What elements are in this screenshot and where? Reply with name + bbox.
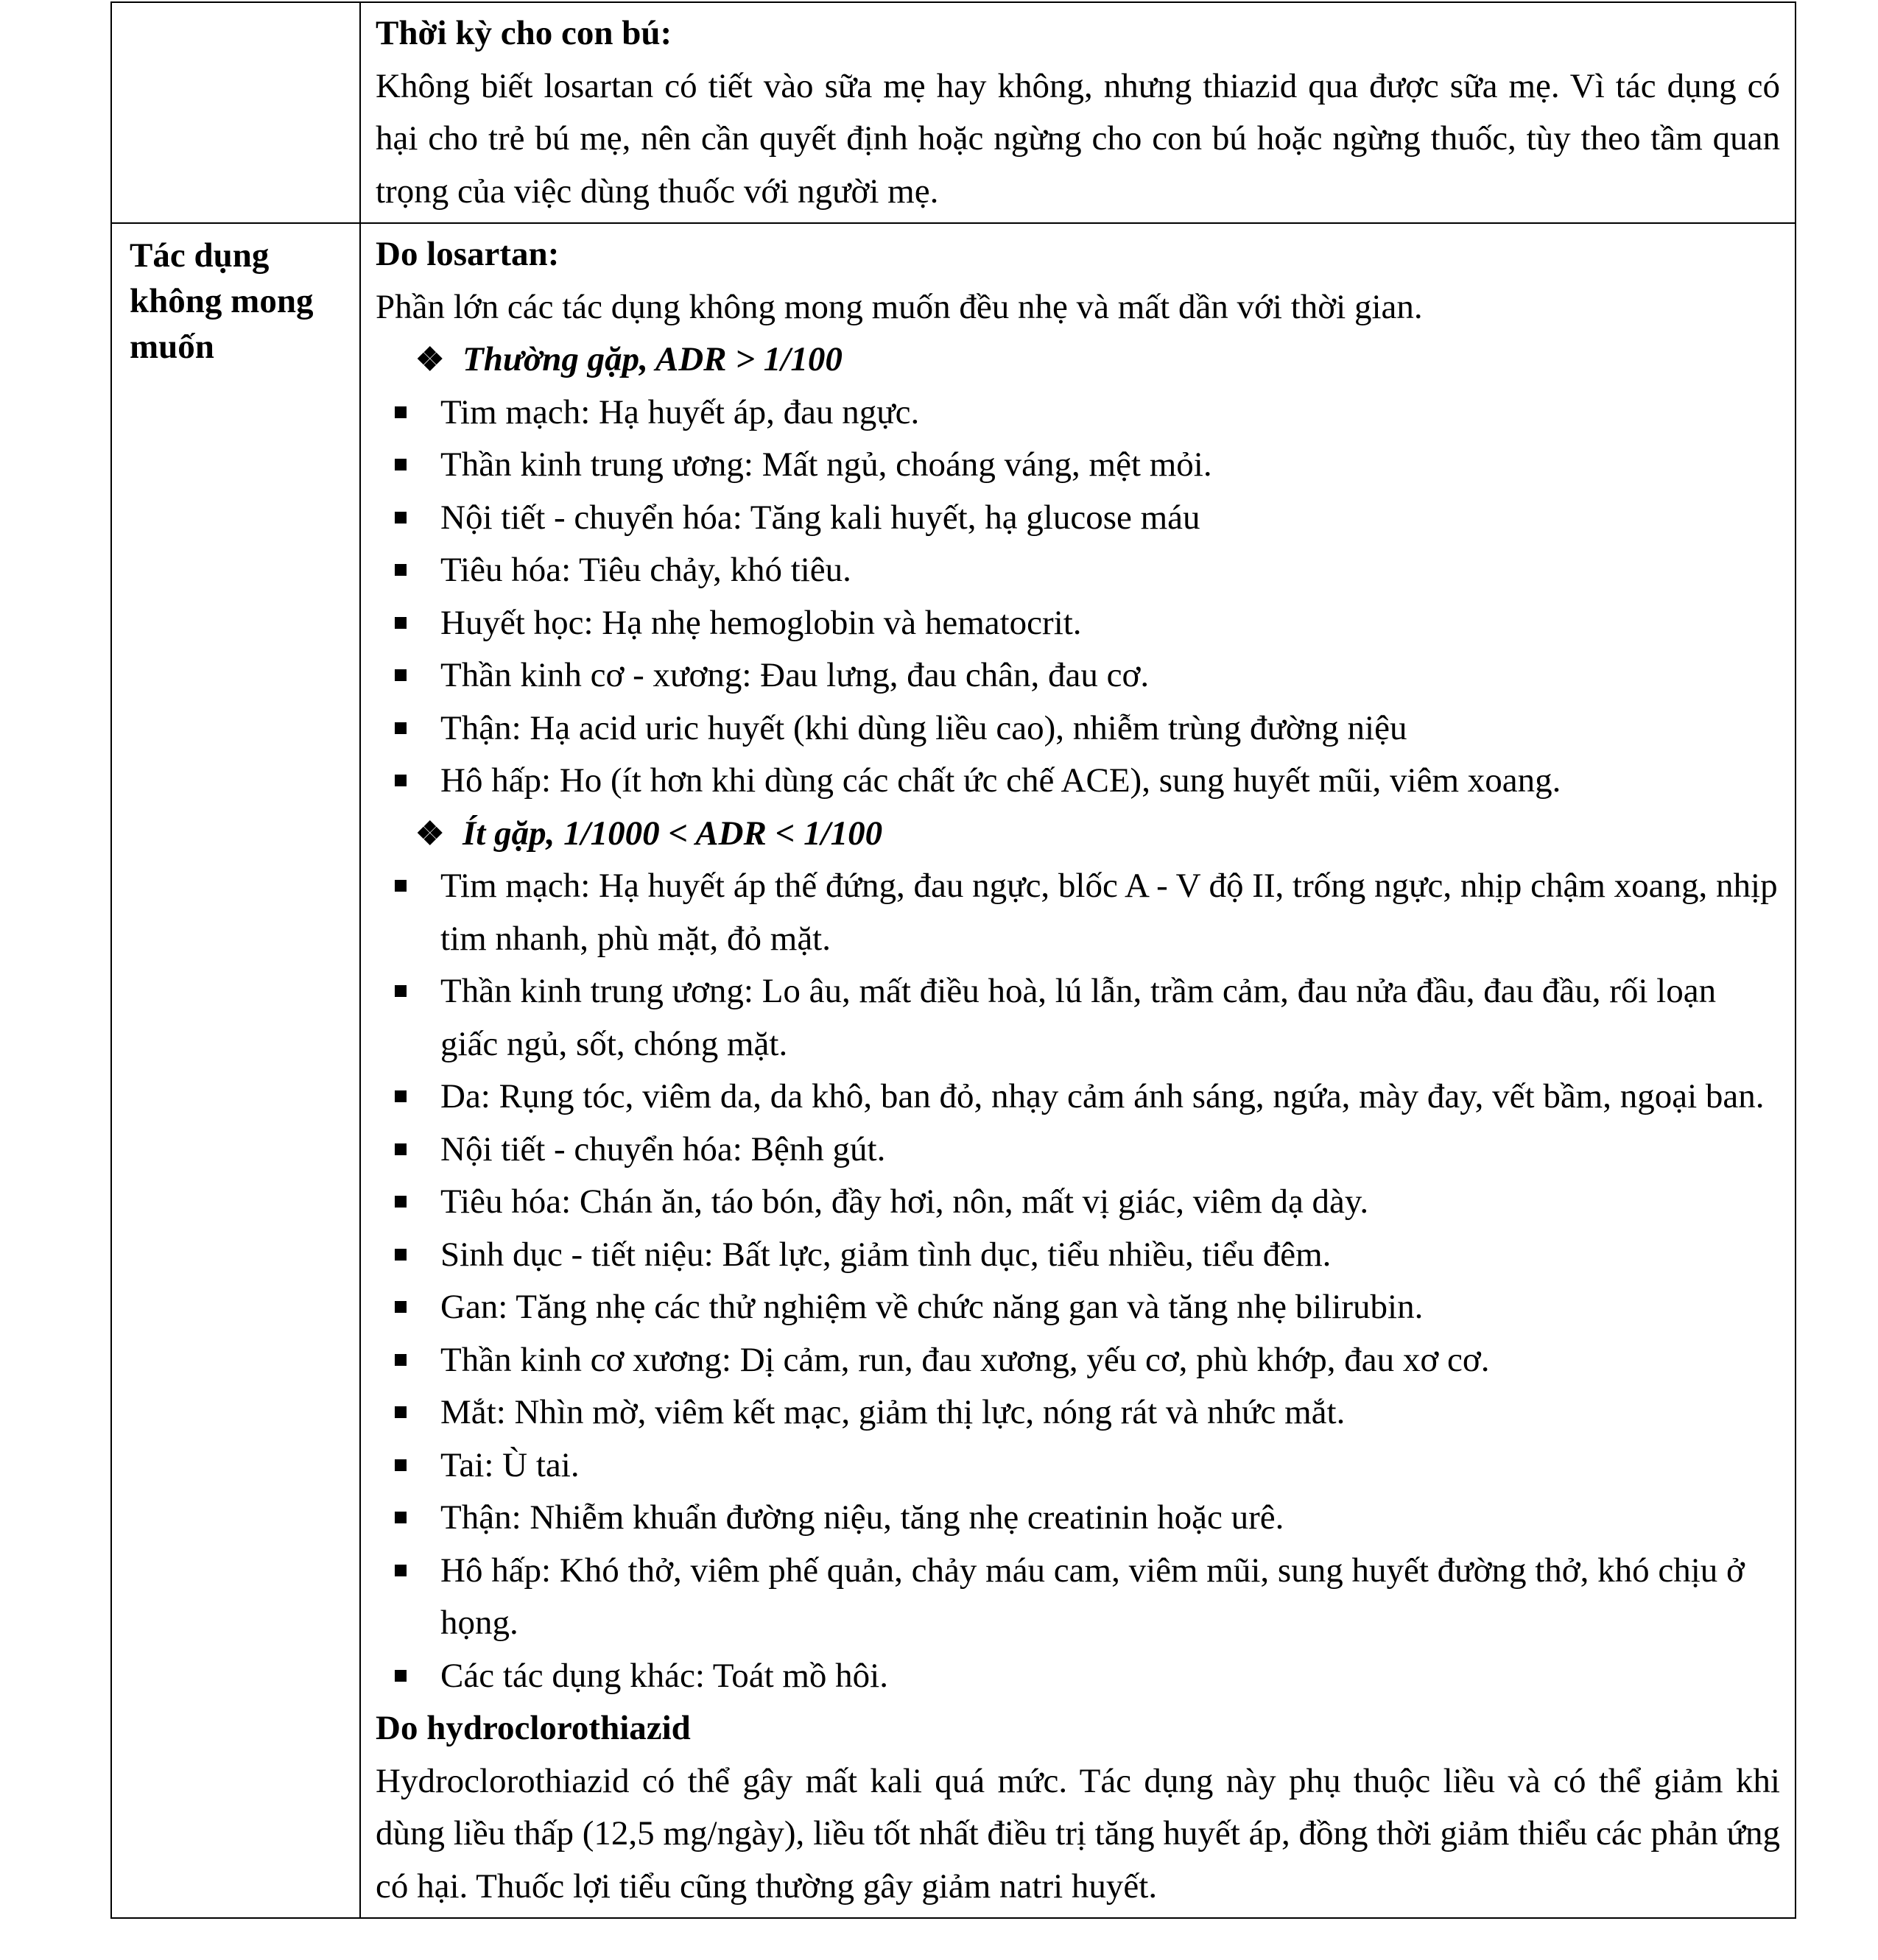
hydroclorothiazid-text: Hydroclorothiazid có thể gây mất kali quá mức. Tác dụng này phụ thuộc liều và có thể giảm khi dùng liều thấp (12,5 mg/ngày), liều tốt nhất điều trị tăng huyết áp, đồng thời giảm thiểu các phản ứng có hại. Thuốc lợi tiểu cũng thường gây giảm natri huyết. — [376, 1761, 1780, 1906]
list-item-text: Tiêu hóa: Chán ăn, táo bón, đầy hơi, nôn, mất vị giác, viêm dạ dày. — [440, 1182, 1369, 1221]
square-bullet-icon — [395, 1512, 407, 1523]
breastfeeding-text: Không biết losartan có tiết vào sữa mẹ hay không, nhưng thiazid qua được sữa mẹ. Vì tác dụng có hại cho trẻ bú mẹ, nên cần quyết định hoặc ngừng cho con bú hoặc ngừng thuốc, tùy theo tầm quan trọng của việc dùng thuốc với người mẹ. — [376, 66, 1780, 211]
losartan-intro: Phần lớn các tác dụng không mong muốn đều nhẹ và mất dần với thời gian. — [376, 287, 1423, 326]
list-item-text: Hô hấp: Khó thở, viêm phế quản, chảy máu cam, viêm mũi, sung huyết đường thở, khó chịu ở họng. — [440, 1551, 1745, 1642]
adverse-effects-cell — [360, 223, 1796, 1918]
list-item — [376, 860, 1780, 965]
list-item-text: Hô hấp: Ho (ít hơn khi dùng các chất ức chế ACE), sung huyết mũi, viêm xoang. — [440, 761, 1561, 800]
list-item-text: Thần kinh cơ - xương: Đau lưng, đau chân, đau cơ. — [440, 656, 1150, 694]
square-bullet-icon — [395, 1354, 407, 1366]
square-bullet-icon — [395, 512, 407, 524]
list-item — [376, 387, 1780, 440]
row-label-cell-empty — [111, 2, 360, 223]
list-item — [376, 1492, 1780, 1545]
list-item — [376, 649, 1780, 702]
list-item-text: Huyết học: Hạ nhẹ hemoglobin và hematocrit. — [440, 603, 1082, 642]
uncommon-effects-list — [376, 860, 1780, 1702]
square-bullet-icon — [395, 722, 407, 734]
hydroclorothiazid-heading: Do hydroclorothiazid — [376, 1709, 691, 1747]
common-effects-list — [376, 387, 1780, 808]
list-item — [376, 544, 1780, 597]
list-item — [376, 1124, 1780, 1177]
losartan-heading: Do losartan: — [376, 235, 560, 273]
list-item-text: Tim mạch: Hạ huyết áp, đau ngực. — [440, 392, 920, 431]
square-bullet-icon — [395, 880, 407, 892]
list-item-text: Nội tiết - chuyển hóa: Tăng kali huyết, hạ glucose máu — [440, 498, 1200, 537]
list-item — [376, 597, 1780, 650]
square-bullet-icon — [395, 459, 407, 470]
list-item — [376, 1281, 1780, 1334]
list-item-text: Thần kinh trung ương: Lo âu, mất điều hoà, lú lẫn, trầm cảm, đau nửa đầu, đau đầu, rối loạn giấc ngủ, sốt, chóng mặt. — [440, 972, 1717, 1063]
breastfeeding-cell — [360, 2, 1796, 223]
square-bullet-icon — [395, 1090, 407, 1102]
table-row — [111, 2, 1796, 223]
square-bullet-icon — [395, 669, 407, 681]
list-item — [376, 702, 1780, 755]
list-item — [376, 1545, 1780, 1650]
list-item-text: Da: Rụng tóc, viêm da, da khô, ban đỏ, nhạy cảm ánh sáng, ngứa, mày đay, vết bầm, ngoại ban. — [440, 1077, 1765, 1115]
square-bullet-icon — [395, 1143, 407, 1155]
breastfeeding-heading: Thời kỳ cho con bú: — [376, 14, 672, 52]
square-bullet-icon — [395, 564, 407, 576]
diamond-bullet-icon: ❖ — [415, 815, 445, 852]
list-item-text: Gan: Tăng nhẹ các thử nghiệm về chức năng gan và tăng nhẹ bilirubin. — [440, 1288, 1424, 1326]
list-item-text: Thần kinh cơ xương: Dị cảm, run, đau xương, yếu cơ, phù khớp, đau xơ cơ. — [440, 1340, 1490, 1379]
diamond-bullet-icon: ❖ — [415, 342, 445, 378]
list-item-text: Thần kinh trung ương: Mất ngủ, choáng váng, mệt mỏi. — [440, 445, 1212, 484]
list-item — [376, 1650, 1780, 1703]
square-bullet-icon — [395, 1196, 407, 1208]
square-bullet-icon — [395, 1565, 407, 1576]
list-item-text: Nội tiết - chuyển hóa: Bệnh gút. — [440, 1129, 886, 1168]
square-bullet-icon — [395, 1301, 407, 1313]
list-item-text: Các tác dụng khác: Toát mồ hôi. — [440, 1656, 888, 1695]
list-item — [376, 1439, 1780, 1492]
list-item-text: Mắt: Nhìn mờ, viêm kết mạc, giảm thị lực, nóng rát và nhức mắt. — [440, 1393, 1346, 1431]
square-bullet-icon — [395, 1670, 407, 1682]
list-item-text: Tiêu hóa: Tiêu chảy, khó tiêu. — [440, 551, 851, 589]
square-bullet-icon — [395, 1249, 407, 1261]
list-item — [376, 965, 1780, 1071]
square-bullet-icon — [395, 1459, 407, 1471]
square-bullet-icon — [395, 775, 407, 786]
document-table — [110, 1, 1796, 1919]
list-item — [376, 1229, 1780, 1282]
list-item-text: Thận: Hạ acid uric huyết (khi dùng liều cao), nhiễm trùng đường niệu — [440, 708, 1407, 747]
uncommon-subheading — [376, 808, 1780, 861]
common-subheading — [376, 334, 1780, 387]
table-row — [111, 223, 1796, 1918]
row-label-adverse-effects: Tác dụng không mong muốn — [130, 236, 314, 366]
list-item-text: Tim mạch: Hạ huyết áp thế đứng, đau ngực, blốc A - V độ II, trống ngực, nhịp chậm xoang, nhịp tim nhanh, phù mặt, đỏ mặt. — [440, 867, 1778, 958]
square-bullet-icon — [395, 985, 407, 997]
square-bullet-icon — [395, 406, 407, 418]
square-bullet-icon — [395, 617, 407, 629]
list-item-text: Thận: Nhiễm khuẩn đường niệu, tăng nhẹ creatinin hoặc urê. — [440, 1498, 1284, 1537]
list-item — [376, 755, 1780, 808]
list-item-text: Tai: Ù tai. — [440, 1445, 580, 1484]
uncommon-subheading-text: Ít gặp, 1/1000 < ADR < 1/100 — [463, 814, 883, 853]
list-item — [376, 1386, 1780, 1439]
list-item — [376, 1334, 1780, 1387]
list-item — [376, 492, 1780, 545]
list-item — [376, 1071, 1780, 1124]
list-item — [376, 439, 1780, 492]
row-label-cell — [111, 223, 360, 1918]
list-item — [376, 1176, 1780, 1229]
square-bullet-icon — [395, 1406, 407, 1418]
common-subheading-text: Thường gặp, ADR > 1/100 — [463, 340, 843, 378]
list-item-text: Sinh dục - tiết niệu: Bất lực, giảm tình dục, tiểu nhiều, tiểu đêm. — [440, 1235, 1332, 1274]
